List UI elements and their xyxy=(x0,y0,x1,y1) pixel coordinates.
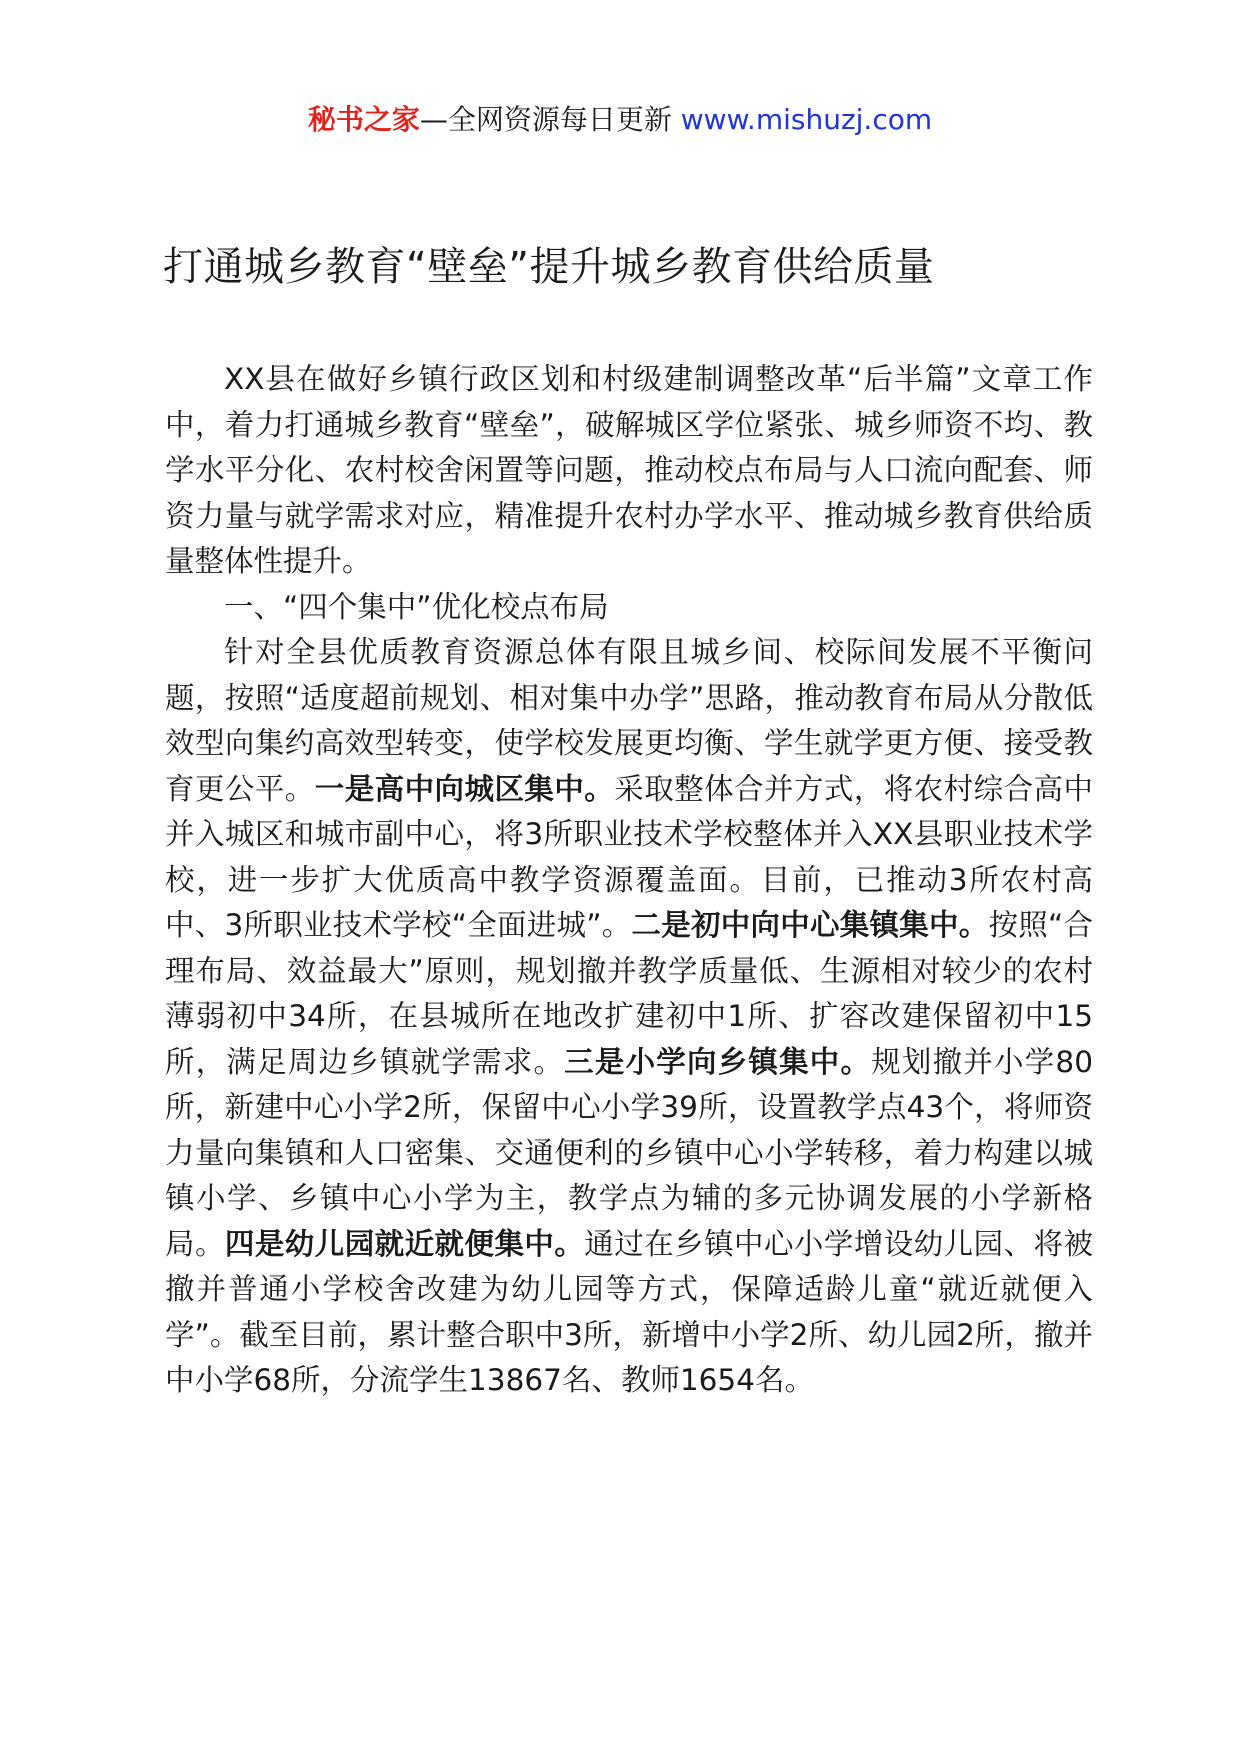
document-body xyxy=(165,357,1093,1404)
point-4-heading: 四是幼儿园就近就便集中。 xyxy=(224,1226,585,1261)
site-header xyxy=(0,100,1240,140)
point-3-text: 规划撤并小学80所，新建中心小学2所，保留中心小学39所，设置教学点43个，将师资力量向集镇和人口密集、交通便利的乡镇中心小学转移，着力构建以城镇小学、乡镇中心小学为主，教学点为辅的多元协调发展的小学新格局。 xyxy=(165,1044,1093,1261)
site-url[interactable]: www.mishuzj.com xyxy=(680,103,933,136)
site-brand: 秘书之家 xyxy=(307,103,420,136)
point-3-heading: 三是小学向乡镇集中。 xyxy=(564,1044,872,1079)
section-paragraph xyxy=(165,630,1093,1404)
point-2-heading: 二是初中向中心集镇集中。 xyxy=(631,908,989,942)
point-1-heading: 一是高中向城区集中。 xyxy=(314,771,615,806)
section-heading: 一、“四个集中”优化校点布局 xyxy=(224,589,609,624)
point-1-text: 采取整体合并方式，将农村综合高中并入城区和城市副中心，将3所职业技术学校整体并入XX县职业技术学校，进一步扩大优质高中教学资源覆盖面。目前，已推动3所农村高中、3所职业技术学校“全面进城”。 xyxy=(165,771,1093,942)
point-4-text: 通过在乡镇中心小学增设幼儿园、将被撤并普通小学校舍改建为幼儿园等方式，保障适龄儿童“就近就便入学”。截至目前，累计整合职中3所，新增中小学2所、幼儿园2所，撤并中小学68所，分流学生13867名、教师1654名。 xyxy=(165,1226,1093,1397)
section-lead: 针对全县优质教育资源总体有限且城乡间、校际间发展不平衡问题，按照“适度超前规划、相对集中办学”思路，推动教育布局从分散低效型向集约高效型转变，使学校发展更均衡、学生就学更方便、接受教育更公平。 xyxy=(165,635,1093,806)
document-title: 打通城乡教育“壁垒”提升城乡教育供给质量 xyxy=(163,244,935,290)
site-tagline: —全网资源每日更新 xyxy=(419,103,681,136)
point-2-text: 按照“合理布局、效益最大”原则，规划撤并教学质量低、生源相对较少的农村薄弱初中34所，在县城所在地改扩建初中1所、扩容改建保留初中15所，满足周边乡镇就学需求。 xyxy=(165,908,1093,1079)
intro-paragraph: XX县在做好乡镇行政区划和村级建制调整改革“后半篇”文章工作中，着力打通城乡教育“壁垒”，破解城区学位紧张、城乡师资不均、教学水平分化、农村校舍闲置等问题，推动校点布局与人口流向配套、师资力量与就学需求对应，精准提升农村办学水平、推动城乡教育供给质量整体性提升。 xyxy=(165,362,1093,578)
